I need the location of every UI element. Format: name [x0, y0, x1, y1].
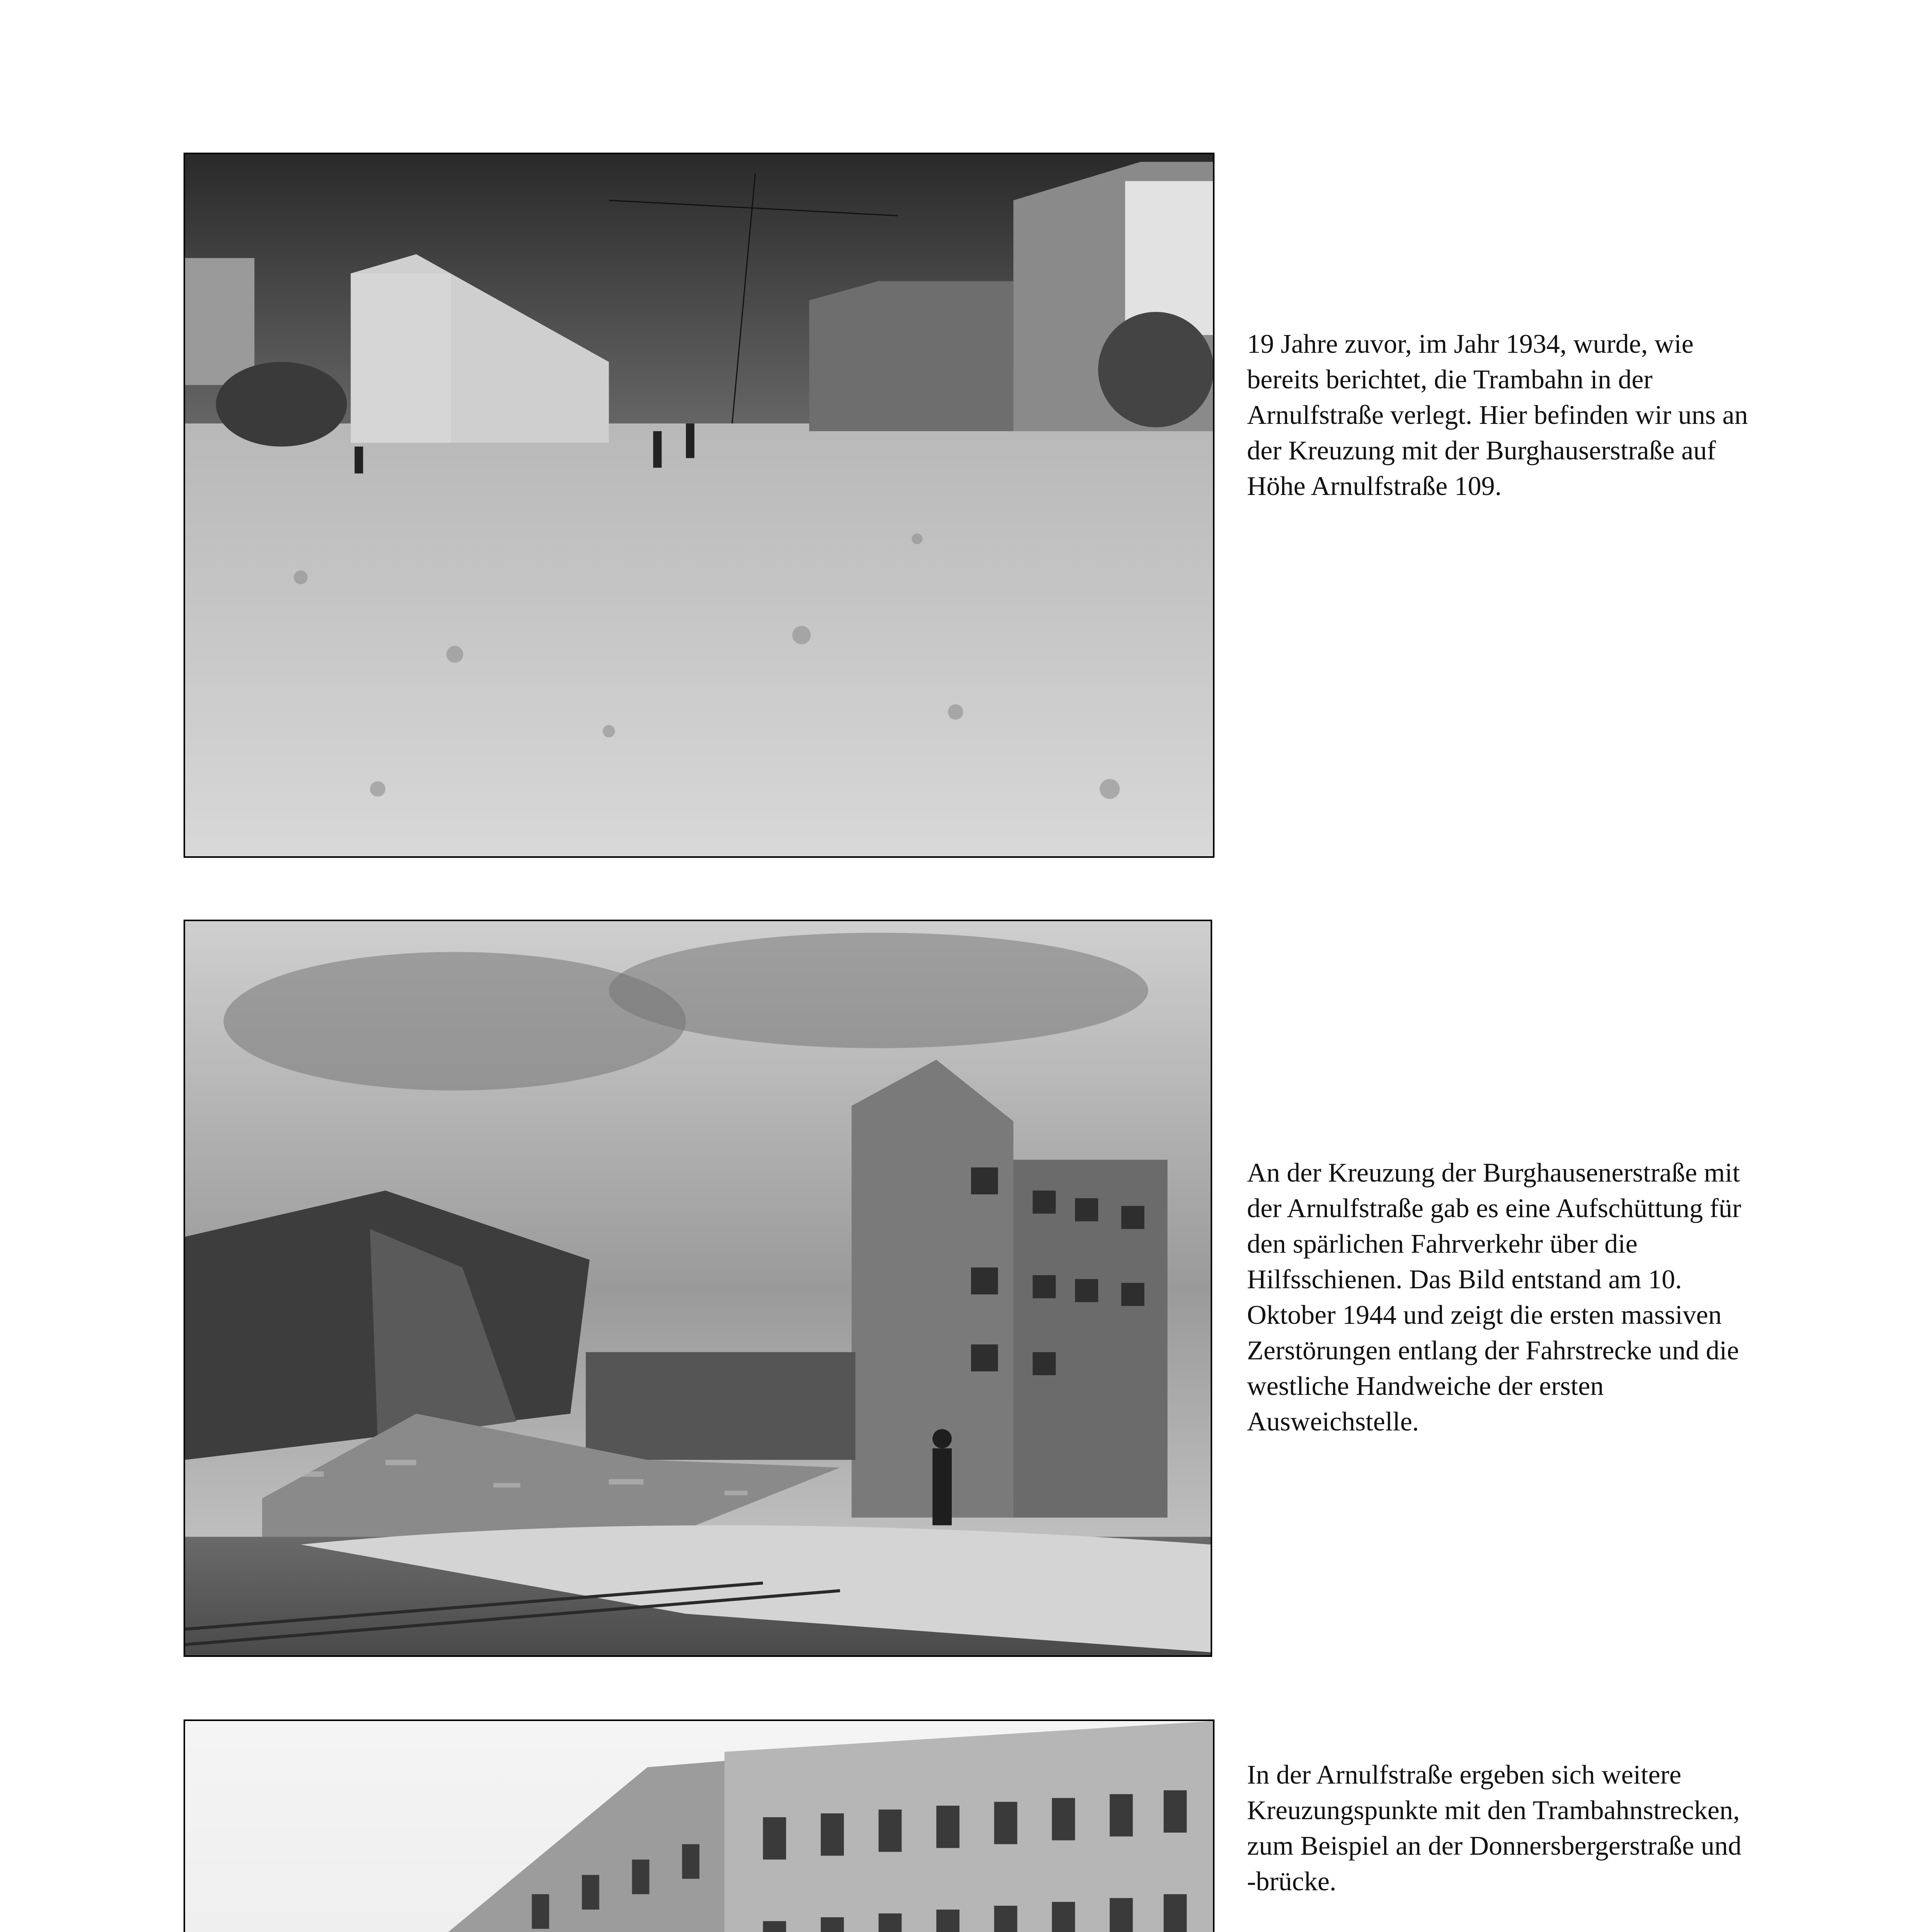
photo-1934-street-construction: [184, 153, 1214, 858]
caption-1947-intro: [1247, 1757, 1757, 1900]
caption-1944: [1247, 1155, 1757, 1440]
caption-paragraph: In der Arnulfstraße ergeben sich weitere Kreuzungspunkte mit den Trambahnstrecken, zum Beispiel an der Donnersbergerstraße und -brücke.: [1247, 1760, 1742, 1896]
caption-1934: [1247, 327, 1757, 504]
photo-1944-destruction: [184, 920, 1212, 1657]
photo-1947-tram-crossing: [184, 1719, 1214, 1932]
caption-paragraph: An der Kreuzung der Burghausenerstraße mit der Arnulfstraße gab es eine Aufschüttung für den spärlichen Fahrverkehr über die Hilfsschienen. Das Bild entstand am 10. Oktober 1944 und zeigt die ersten massiven Zerstörungen entlang der Fahrstrecke und die westliche Handweiche der ersten Ausweichstelle.: [1247, 1158, 1742, 1437]
caption-paragraph: 19 Jahre zuvor, im Jahr 1934, wurde, wie bereits berichtet, die Trambahn in der Arnulfstraße verlegt. Hier befinden wir uns an der Kreuzung mit der Burghauserstraße auf Höhe Arnulfstraße 109.: [1247, 329, 1748, 501]
